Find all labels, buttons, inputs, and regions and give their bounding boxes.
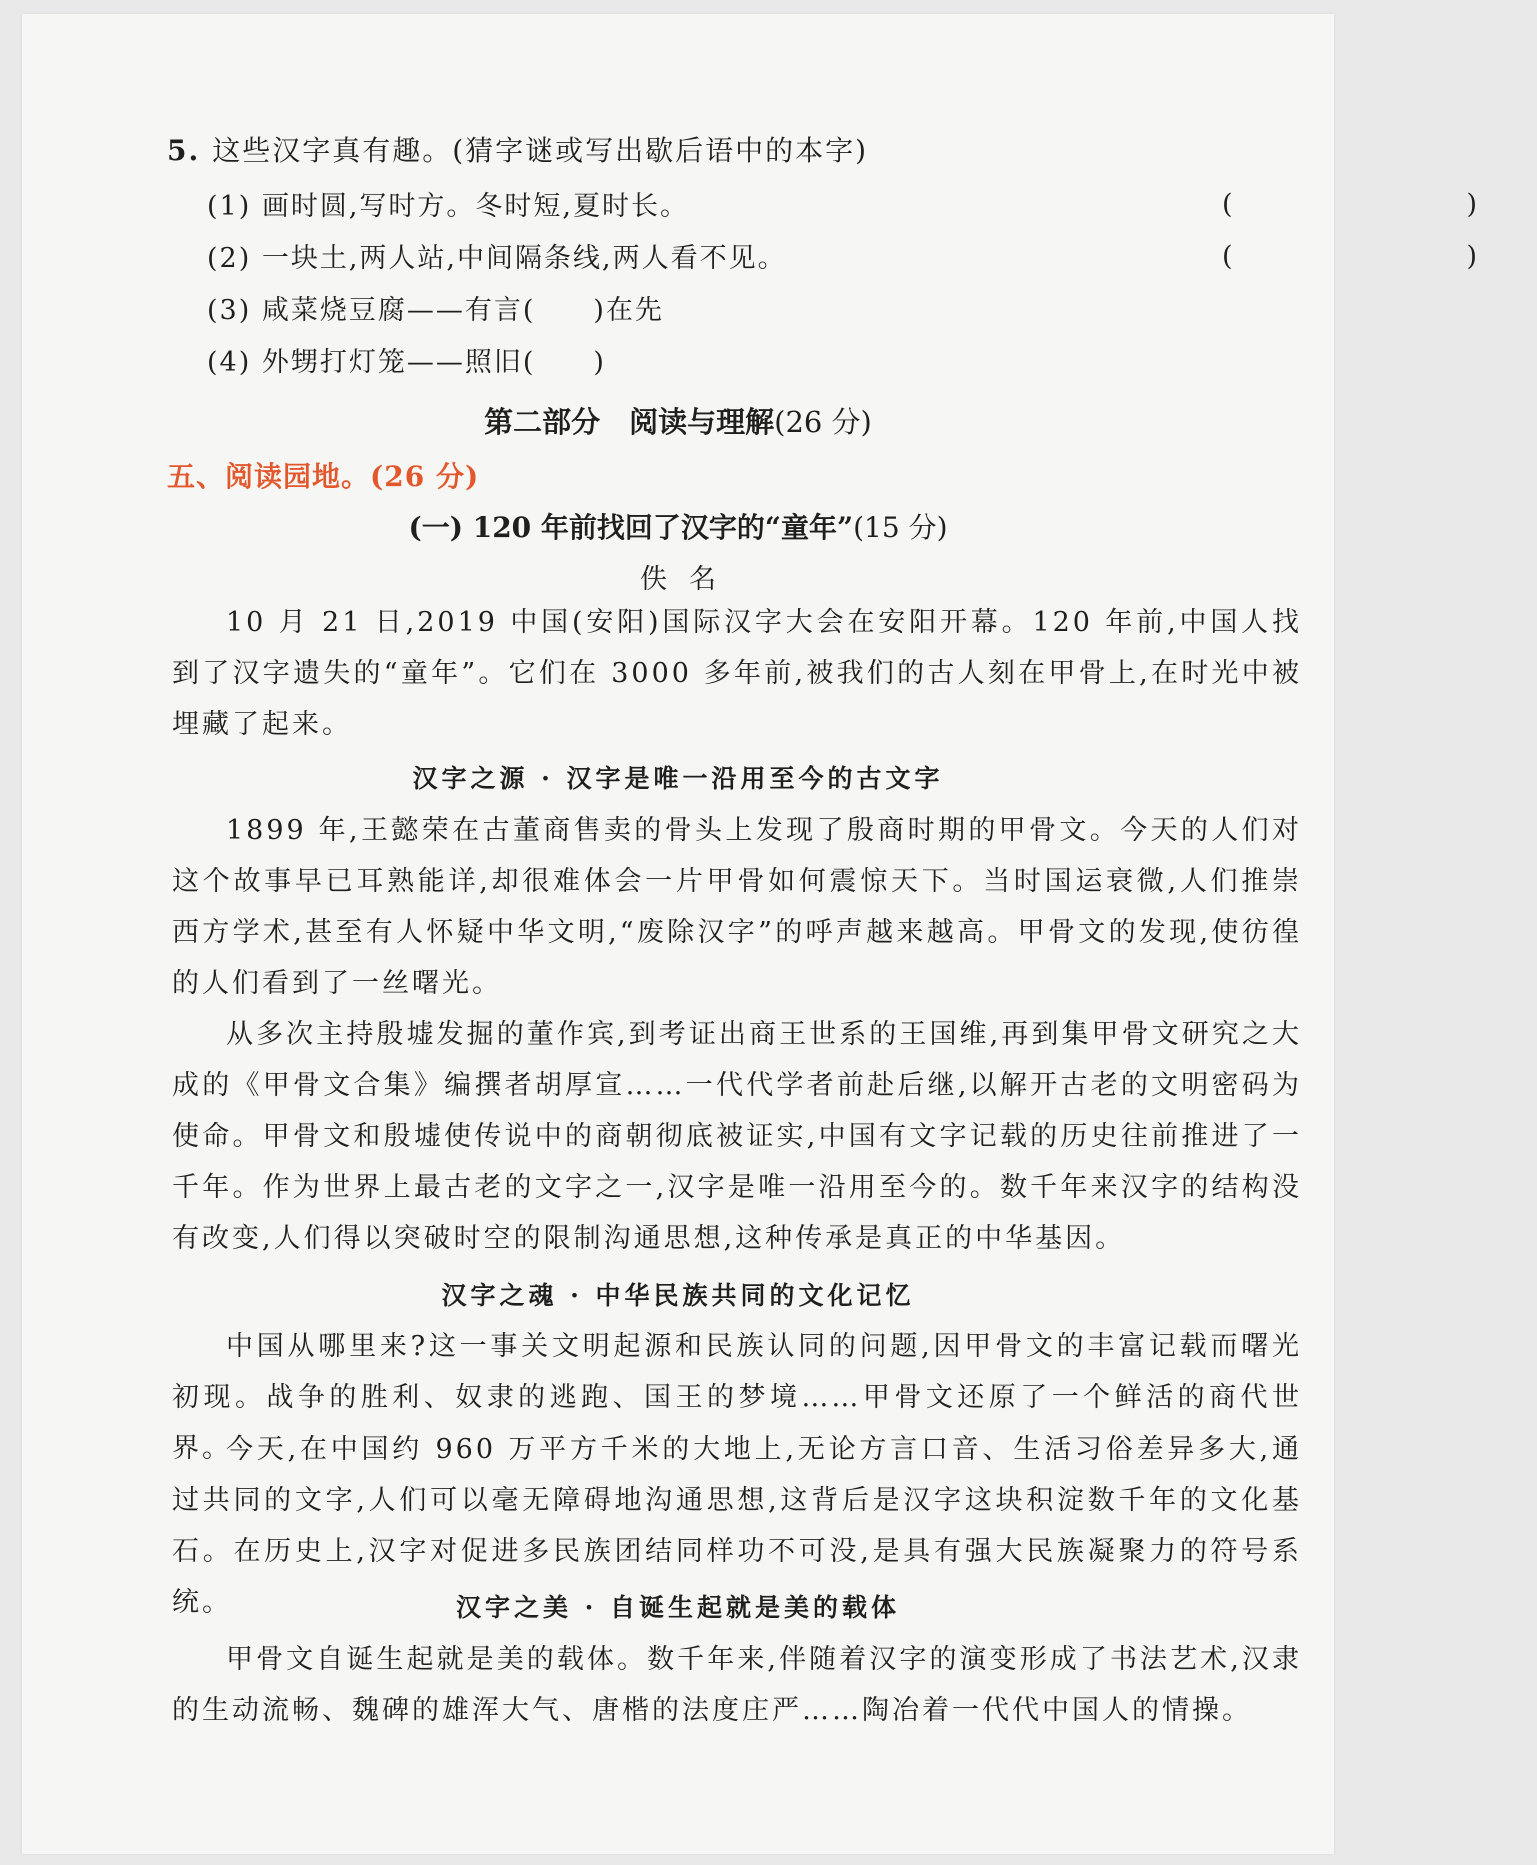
- part-two-points: (26 分): [774, 405, 872, 439]
- part-two-title: [22, 400, 1334, 441]
- question-title: 这些汉字真有趣。(猜字谜或写出歇后语中的本字): [212, 134, 869, 167]
- exam-page: [22, 14, 1537, 1854]
- article-paragraph-5: 今天,在中国约 960 万平方千米的大地上,无论方言口音、生活习俗差异多大,通过共同的文字,人们可以毫无障碍地沟通思想,这背后是汉字这块积淀数千年的文化基石。在历史上,汉字对促进多民族团结同样功不可没,是具有强大民族凝聚力的符号系统。: [172, 1434, 1302, 1618]
- question-number: 5.: [167, 134, 201, 167]
- answer-blank-2[interactable]: ( ): [1222, 241, 1537, 272]
- article-subheading-origin: 汉字之源 · 汉字是唯一沿用至今的古文字: [412, 764, 944, 793]
- article-subheading-soul: 汉字之魂 · 中华民族共同的文化记忆: [441, 1281, 915, 1310]
- article-paragraph-4: 中国从哪里来?这一事关文明起源和民族认同的问题,因甲骨文的丰富记载而曙光初现。战争的胜利、奴隶的逃跑、国王的梦境……甲骨文还原了一个鲜活的商代世界。: [172, 1331, 1302, 1464]
- question-item-1: (1) 画时圆,写时方。冬时短,夏时长。: [207, 191, 689, 222]
- question-item-2: (2) 一块土,两人站,中间隔条线,两人看不见。: [207, 243, 787, 274]
- article-paragraph-1: 10 月 21 日,2019 中国(安阳)国际汉字大会在安阳开幕。120 年前,中国人找到了汉字遗失的“童年”。它们在 3000 多年前,被我们的古人刻在甲骨上,在时光中被埋藏了起来。: [172, 607, 1302, 740]
- article-subheading-beauty: 汉字之美 · 自诞生起就是美的载体: [455, 1593, 901, 1622]
- answer-blank-1[interactable]: ( ): [1222, 189, 1537, 220]
- question-5-heading: [167, 129, 868, 169]
- reading-one-label: (一) 120 年前找回了汉字的“童年”: [408, 511, 854, 544]
- article-paragraph-3: 从多次主持殷墟发掘的董作宾,到考证出商王世系的王国维,再到集甲骨文研究之大成的《甲骨文合集》编撰者胡厚宣……一代代学者前赴后继,以解开古老的文明密码为使命。甲骨文和殷墟使传说中的商朝彻底被证实,中国有文字记载的历史往前推进了一千年。作为世界上最古老的文字之一,汉字是唯一沿用至今的。数千年来汉字的结构没有改变,人们得以突破时空的限制沟通思想,这种传承是真正的中华基因。: [172, 1019, 1302, 1254]
- article-paragraph-6: 甲骨文自诞生起就是美的载体。数千年来,伴随着汉字的演变形成了书法艺术,汉隶的生动流畅、魏碑的雄浑大气、唐楷的法度庄严……陶冶着一代代中国人的情操。: [172, 1644, 1302, 1726]
- question-item-4: (4) 外甥打灯笼——照旧( ): [207, 347, 606, 378]
- part-two-label: 第二部分 阅读与理解: [484, 405, 775, 439]
- article-paragraph-2: 1899 年,王懿荣在古董商售卖的骨头上发现了殷商时期的甲骨文。今天的人们对这个故事早已耳熟能详,却很难体会一片甲骨如何震惊天下。当时国运衰微,人们推崇西方学术,甚至有人怀疑中华文明,“废除汉字”的呼声越来越高。甲骨文的发现,使彷徨的人们看到了一丝曙光。: [172, 815, 1302, 999]
- reading-one-title: [22, 506, 1334, 546]
- reading-one-points: (15 分): [853, 511, 948, 544]
- article-author: 佚名: [640, 564, 738, 595]
- question-item-3: (3) 咸菜烧豆腐——有言( )在先: [207, 295, 664, 326]
- section-five-heading: 五、阅读园地。(26 分): [167, 460, 480, 493]
